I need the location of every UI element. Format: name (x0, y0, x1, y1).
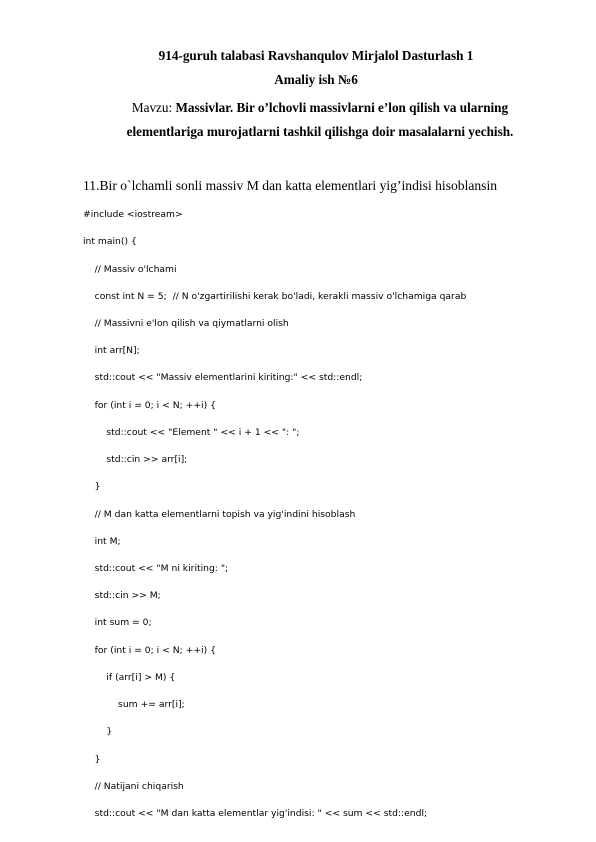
topic-colon: : (168, 100, 176, 115)
code-line: sum += arr[i]; (83, 699, 185, 710)
topic-label: Mavzu (131, 100, 169, 115)
code-line: std::cin >> M; (83, 590, 161, 601)
code-line: std::cout << "Massiv elementlarini kiriting:" << std::endl; (83, 372, 363, 383)
code-line: int main() { (83, 236, 137, 247)
header-topic (100, 96, 540, 144)
code-line: } (83, 754, 101, 765)
code-line: // Massivni e'lon qilish va qiymatlarni olish (83, 318, 289, 329)
code-line: // M dan katta elementlarni topish va yig'indini hisoblash (83, 509, 356, 520)
code-line: for (int i = 0; i < N; ++i) { (83, 400, 216, 411)
code-line: std::cout << "M ni kiriting: "; (83, 563, 229, 574)
code-line: } (83, 726, 113, 737)
code-line: // Massiv o'lchami (83, 264, 177, 275)
code-line: std::cin >> arr[i]; (83, 454, 188, 465)
code-line: std::cout << "Element " << i + 1 << ": "; (83, 427, 300, 438)
code-line: int M; (83, 536, 121, 547)
code-line: } (83, 481, 101, 492)
code-line: int arr[N]; (83, 345, 140, 356)
code-line: for (int i = 0; i < N; ++i) { (83, 645, 216, 656)
task-title: 11.Bir o`lchamli sonli massiv M dan katta elementlari yig’indisi hisoblansin (83, 178, 498, 193)
code-line: if (arr[i] > M) { (83, 672, 176, 683)
code-line: std::cout << "M dan katta elementlar yig'indisi: " << sum << std::endl; (83, 808, 428, 819)
header-student-line: 914-guruh talabasi Ravshanqulov Mirjalol Dasturlash 1 (158, 48, 474, 63)
code-line: const int N = 5; // N o'zgartirilishi kerak bo'ladi, kerakli massiv o'lchamiga qarab (83, 291, 467, 302)
code-line: // Natijani chiqarish (83, 781, 184, 792)
code-line: #include <iostream> (83, 209, 183, 220)
header-assignment-line: Amaliy ish №6 (274, 72, 358, 87)
topic-text: Massivlar. Bir o’lchovli massivlarni e’lon qilish va ularning elementlariga murojatlarni tashkil qilishga doir masalalarni yechish. (126, 100, 514, 139)
code-line: int sum = 0; (83, 617, 152, 628)
